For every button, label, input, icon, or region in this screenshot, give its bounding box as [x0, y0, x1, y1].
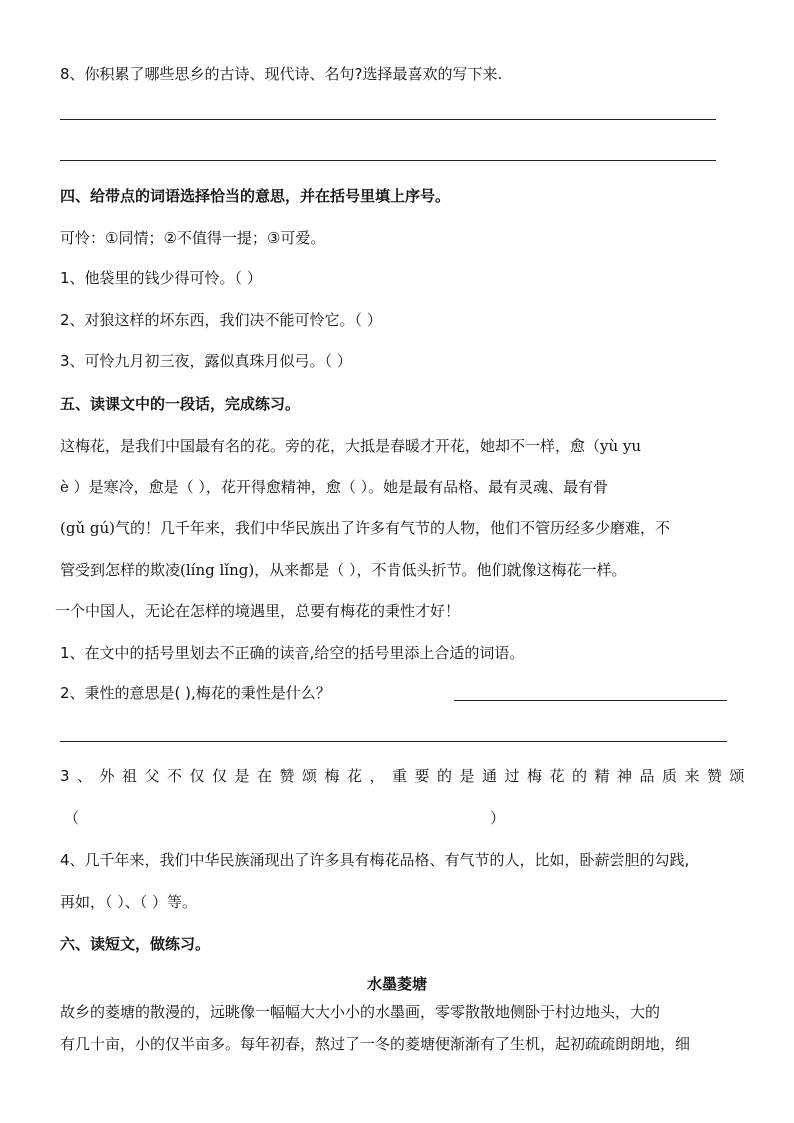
passage-line: 管受到怎样的欺凌(líng lǐng)，从来都是（ ），不肯低头折节。他们就像这梅花一样。	[60, 561, 627, 579]
section-4-item-2[interactable]: 2、对狼这样的坏东西，我们决不能可怜它。（ ）	[60, 311, 382, 329]
answer-line[interactable]	[454, 700, 727, 701]
answer-line[interactable]	[60, 119, 716, 120]
section-4-heading: 四、给带点的词语选择恰当的意思，并在括号里填上序号。	[60, 187, 451, 205]
word-definitions: 可怜：①同情；②不值得一提；③可爱。	[60, 229, 326, 247]
section-5-heading: 五、读课文中的一段话，完成练习。	[60, 395, 301, 413]
section-5-question-1: 1、在文中的括号里划去不正确的读音,给空的括号里添上合适的词语。	[60, 644, 525, 662]
answer-line[interactable]	[60, 741, 727, 742]
section-5-question-3: 3、外祖父不仅仅是在赞颂梅花，重要的是通过梅花的精神品质来赞颂	[60, 767, 753, 785]
section-6-heading: 六、读短文，做练习。	[60, 935, 211, 953]
passage-line: 这梅花，是我们中国最有名的花。旁的花，大抵是春暖才开花，她却不一样，愈（yù yu	[60, 437, 642, 455]
article-title: 水墨菱塘	[366, 975, 427, 993]
section-4-item-1[interactable]: 1、他袋里的钱少得可怜。（ ）	[60, 269, 262, 287]
article-line: 有几十亩，小的仅半亩多。每年初春，熬过了一冬的菱塘便渐渐有了生机，起初疏疏朗朗地，细	[60, 1035, 691, 1053]
bracket-close: ）	[490, 809, 506, 827]
section-4-item-3[interactable]: 3、可怜九月初三夜，露似真珠月似弓。（ ）	[60, 352, 352, 370]
section-5-question-4: 4、几千年来，我们中华民族涌现出了许多具有梅花品格、有气节的人，比如，卧薪尝胆的勾践,	[60, 851, 690, 869]
section-5-question-2: 2、秉性的意思是( ),梅花的秉性是什么？	[60, 684, 331, 702]
question-8: 8、你积累了哪些思乡的古诗、现代诗、名句?选择最喜欢的写下来.	[60, 65, 503, 83]
answer-line[interactable]	[60, 160, 716, 161]
bracket-open[interactable]: （	[64, 809, 80, 827]
section-5-question-4-answer[interactable]: 再如，（ ）、（ ）等。	[60, 893, 198, 911]
passage-line: è ）是寒冷，愈是（ ），花开得愈精神，愈（ ）。她是最有品格、最有灵魂、最有骨	[60, 478, 609, 496]
passage-line: (gǔ gú)气的！几千年来，我们中华民族出了许多有气节的人物，他们不管历经多少磨难，不	[60, 519, 671, 537]
article-line: 故乡的菱塘的散漫的，远眺像一幅幅大大小小的水墨画，零零散散地侧卧于村边地头，大的	[60, 1003, 661, 1021]
passage-line: 一个中国人，无论在怎样的境遇里，总要有梅花的秉性才好！	[55, 602, 461, 620]
